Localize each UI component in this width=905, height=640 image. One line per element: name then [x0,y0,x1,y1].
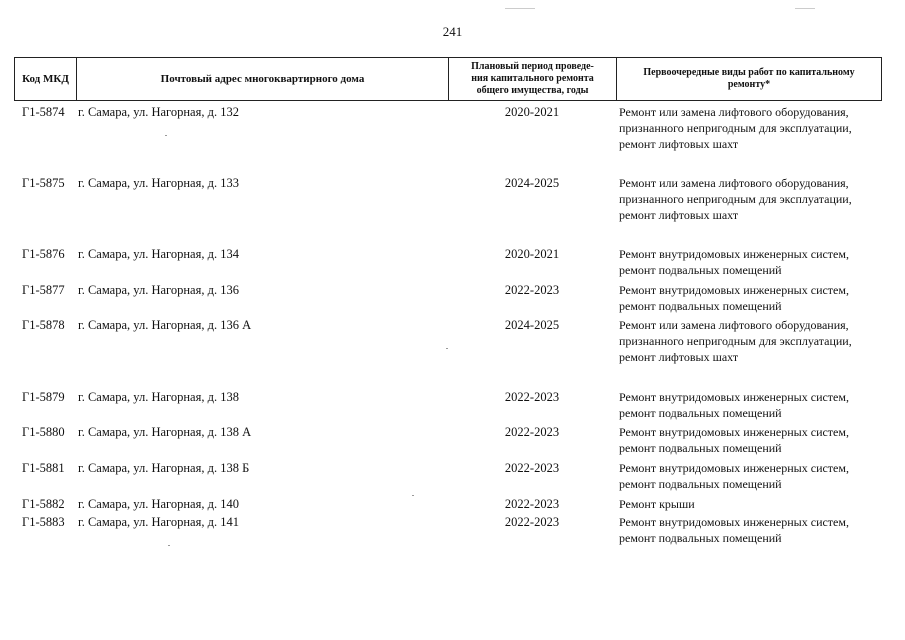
table-row [14,317,882,365]
row-period: 2024-2025 [504,176,560,190]
row-period: 2022-2023 [504,497,560,511]
scan-speck [446,348,448,349]
table-row [14,389,882,421]
row-works-line: ремонт лифтовых шахт [619,350,739,364]
row-address: г. Самара, ул. Нагорная, д. 138 [78,390,239,404]
row-code: Г1-5883 [22,515,65,529]
row-works [616,246,880,278]
row-works [616,175,880,223]
row-code: Г1-5881 [22,461,65,475]
row-works-line: ремонт подвальных помещений [619,531,782,545]
row-works-line: Ремонт или замена лифтового оборудования, [619,176,849,190]
row-works [616,104,880,152]
row-code: Г1-5875 [22,176,65,190]
table-row [14,424,882,456]
row-code: Г1-5879 [22,390,65,404]
scan-speck [505,8,535,9]
table-row [14,496,882,512]
table-row [14,460,882,492]
row-period: 2022-2023 [504,515,560,529]
row-works [616,282,880,314]
row-address: г. Самара, ул. Нагорная, д. 140 [78,497,239,511]
row-code: Г1-5874 [22,105,65,119]
table-row [14,246,882,278]
row-works-line: ремонт лифтовых шахт [619,137,739,151]
row-address: г. Самара, ул. Нагорная, д. 136 А [78,318,252,332]
row-code: Г1-5877 [22,283,65,297]
row-works-line: ремонт подвальных помещений [619,406,782,420]
row-works-line: признанного непригодным для эксплуатации, [619,334,852,348]
row-works [616,424,880,456]
row-address: г. Самара, ул. Нагорная, д. 138 А [78,425,252,439]
row-works-line: Ремонт крыши [619,497,695,511]
header-works-line: ремонту* [727,79,771,90]
row-address: г. Самара, ул. Нагорная, д. 133 [78,176,239,190]
row-works [616,496,880,512]
row-works-line: ремонт подвальных помещений [619,299,782,313]
header-period-line: ния капитального ремонта [471,73,594,84]
row-address: г. Самара, ул. Нагорная, д. 134 [78,247,239,261]
row-works-line: Ремонт внутридомовых инженерных систем, [619,247,849,261]
row-works-line: ремонт подвальных помещений [619,263,782,277]
table-row [14,175,882,223]
row-works-line: Ремонт внутридомовых инженерных систем, [619,461,849,475]
row-code: Г1-5880 [22,425,65,439]
table-row [14,104,882,152]
header-works [617,58,881,100]
row-period: 2024-2025 [504,318,560,332]
scan-speck [412,495,414,496]
scan-speck [795,8,815,9]
row-works-line: Ремонт внутридомовых инженерных систем, [619,390,849,404]
row-code: Г1-5882 [22,497,65,511]
row-works-line: ремонт подвальных помещений [619,441,782,455]
page-number: 241 [442,24,463,39]
header-period-line: Плановый период проведе- [471,61,594,72]
row-works-line: Ремонт внутридомовых инженерных систем, [619,515,849,529]
scan-speck [168,545,170,546]
row-works [616,460,880,492]
header-period [449,58,617,100]
row-period: 2022-2023 [504,283,560,297]
row-works [616,317,880,365]
row-works-line: Ремонт внутридомовых инженерных систем, [619,425,849,439]
header-period-line: общего имущества, годы [476,85,589,96]
row-period: 2022-2023 [504,390,560,404]
table-row [14,514,882,546]
table-header [14,57,882,101]
row-period: 2020-2021 [504,247,560,261]
row-period: 2020-2021 [504,105,560,119]
row-works-line: ремонт лифтовых шахт [619,208,739,222]
scan-speck [165,135,167,136]
header-address: Почтовый адрес многоквартирного дома [77,58,449,100]
table-row [14,282,882,314]
header-works-line: Первоочередные виды работ по капитальному [643,67,855,78]
row-code: Г1-5876 [22,247,65,261]
row-works-line: Ремонт или замена лифтового оборудования, [619,318,849,332]
row-period: 2022-2023 [504,425,560,439]
row-period: 2022-2023 [504,461,560,475]
row-address: г. Самара, ул. Нагорная, д. 141 [78,515,239,529]
row-works [616,389,880,421]
header-code: Код МКД [15,58,77,100]
row-works-line: Ремонт или замена лифтового оборудования, [619,105,849,119]
row-address: г. Самара, ул. Нагорная, д. 136 [78,283,239,297]
row-address: г. Самара, ул. Нагорная, д. 138 Б [78,461,250,475]
row-works-line: ремонт подвальных помещений [619,477,782,491]
row-works-line: Ремонт внутридомовых инженерных систем, [619,283,849,297]
row-works [616,514,880,546]
row-address: г. Самара, ул. Нагорная, д. 132 [78,105,239,119]
row-works-line: признанного непригодным для эксплуатации, [619,121,852,135]
row-code: Г1-5878 [22,318,65,332]
row-works-line: признанного непригодным для эксплуатации, [619,192,852,206]
